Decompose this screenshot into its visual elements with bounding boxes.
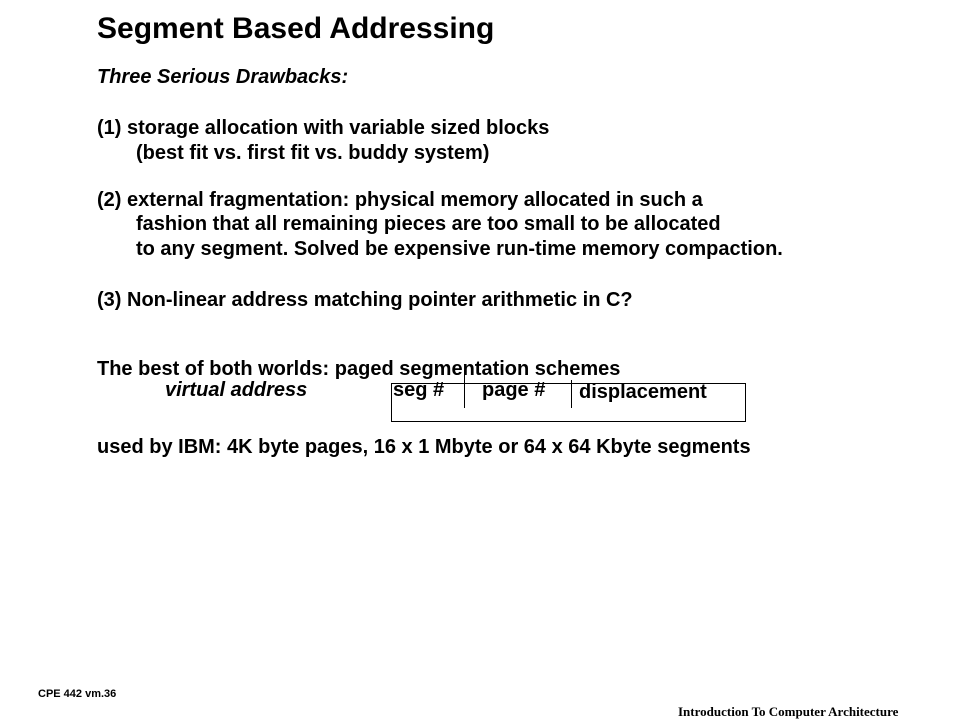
point-2-line-2: fashion that all remaining pieces are too small to be allocated [136, 213, 721, 235]
drawbacks-heading: Three Serious Drawbacks: [97, 66, 349, 88]
point-3: (3) Non-linear address matching pointer arithmetic in C? [97, 289, 633, 311]
page-field: page # [482, 379, 546, 401]
displacement-field: displacement [579, 381, 707, 403]
point-2-line-3: to any segment. Solved be expensive run-time memory compaction. [136, 238, 783, 260]
best-of-both-worlds: The best of both worlds: paged segmentation schemes [97, 358, 621, 380]
point-1-line-1: (1) storage allocation with variable sized blocks [97, 117, 550, 139]
footer-course: CPE 442 vm.36 [38, 688, 117, 700]
seg-field: seg # [393, 379, 445, 401]
field-divider [571, 380, 572, 408]
virtual-address-label: virtual address [165, 379, 308, 401]
slide-title: Segment Based Addressing [97, 12, 495, 45]
point-1-line-2: (best fit vs. first fit vs. buddy system) [136, 142, 490, 164]
ibm-note: used by IBM: 4K byte pages, 16 x 1 Mbyte or 64 x 64 Kbyte segments [97, 436, 751, 458]
point-2-line-1: (2) external fragmentation: physical memory allocated in such a [97, 189, 703, 211]
footer-course-title: Introduction To Computer Architecture [678, 704, 899, 719]
